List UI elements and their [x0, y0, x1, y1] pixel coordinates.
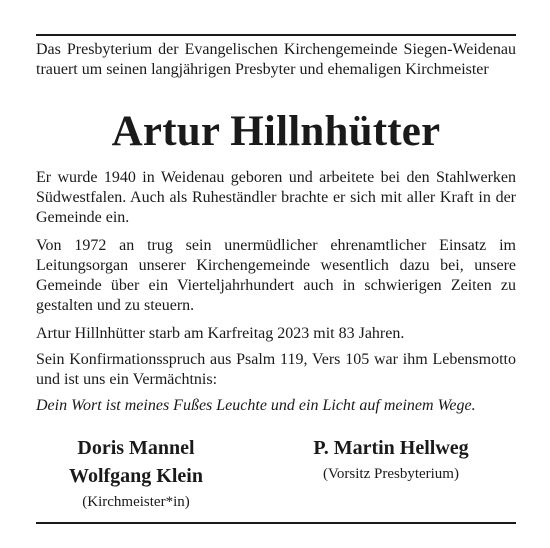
paragraph-death: Artur Hillnhütter starb am Karfreitag 2023 mit 83 Jahren. [36, 325, 405, 342]
signature-block-left [36, 434, 236, 514]
signature-block-right [286, 434, 496, 486]
signature-name: Doris Mannel [77, 437, 195, 459]
bottom-rule [36, 522, 516, 524]
motto-quote: Dein Wort ist meines Fußes Leuchte und ein Licht auf meinem Wege. [36, 397, 476, 414]
intro-text: Das Presbyterium der Evangelischen Kirchengemeinde Siegen-Weidenau trauert um seinen langjährigen Presbyter und ehemaligen Kirchmeister [36, 41, 516, 78]
signature-role: (Vorsitz Presbyterium) [323, 466, 459, 482]
signature-role: (Kirchmeister*in) [82, 494, 190, 510]
paragraph-biography: Er wurde 1940 in Weidenau geboren und arbeitete bei den Stahlwerken Südwestfalen. Auch als Ruheständler brachte er sich mit aller Kraft in der Gemeinde ein. [36, 169, 516, 226]
obituary-notice [36, 34, 516, 524]
paragraph-service: Von 1972 an trug sein unermüdlicher ehrenamtlicher Einsatz im Leitungsorgan unserer Kirchengemeinde wesentlich dazu bei, unsere Gemeinde über ein Vierteljahrhundert auch in schwierigen Zeiten zu gestalten und zu steuern. [36, 237, 516, 314]
signature-name: Wolfgang Klein [69, 465, 203, 487]
deceased-name: Artur Hillnhütter [111, 108, 441, 155]
signature-name: P. Martin Hellweg [313, 437, 469, 459]
top-rule [36, 34, 516, 36]
paragraph-confirmation-verse: Sein Konfirmationsspruch aus Psalm 119, Vers 105 war ihm Lebensmotto und ist uns ein Vermächtnis: [36, 351, 516, 388]
